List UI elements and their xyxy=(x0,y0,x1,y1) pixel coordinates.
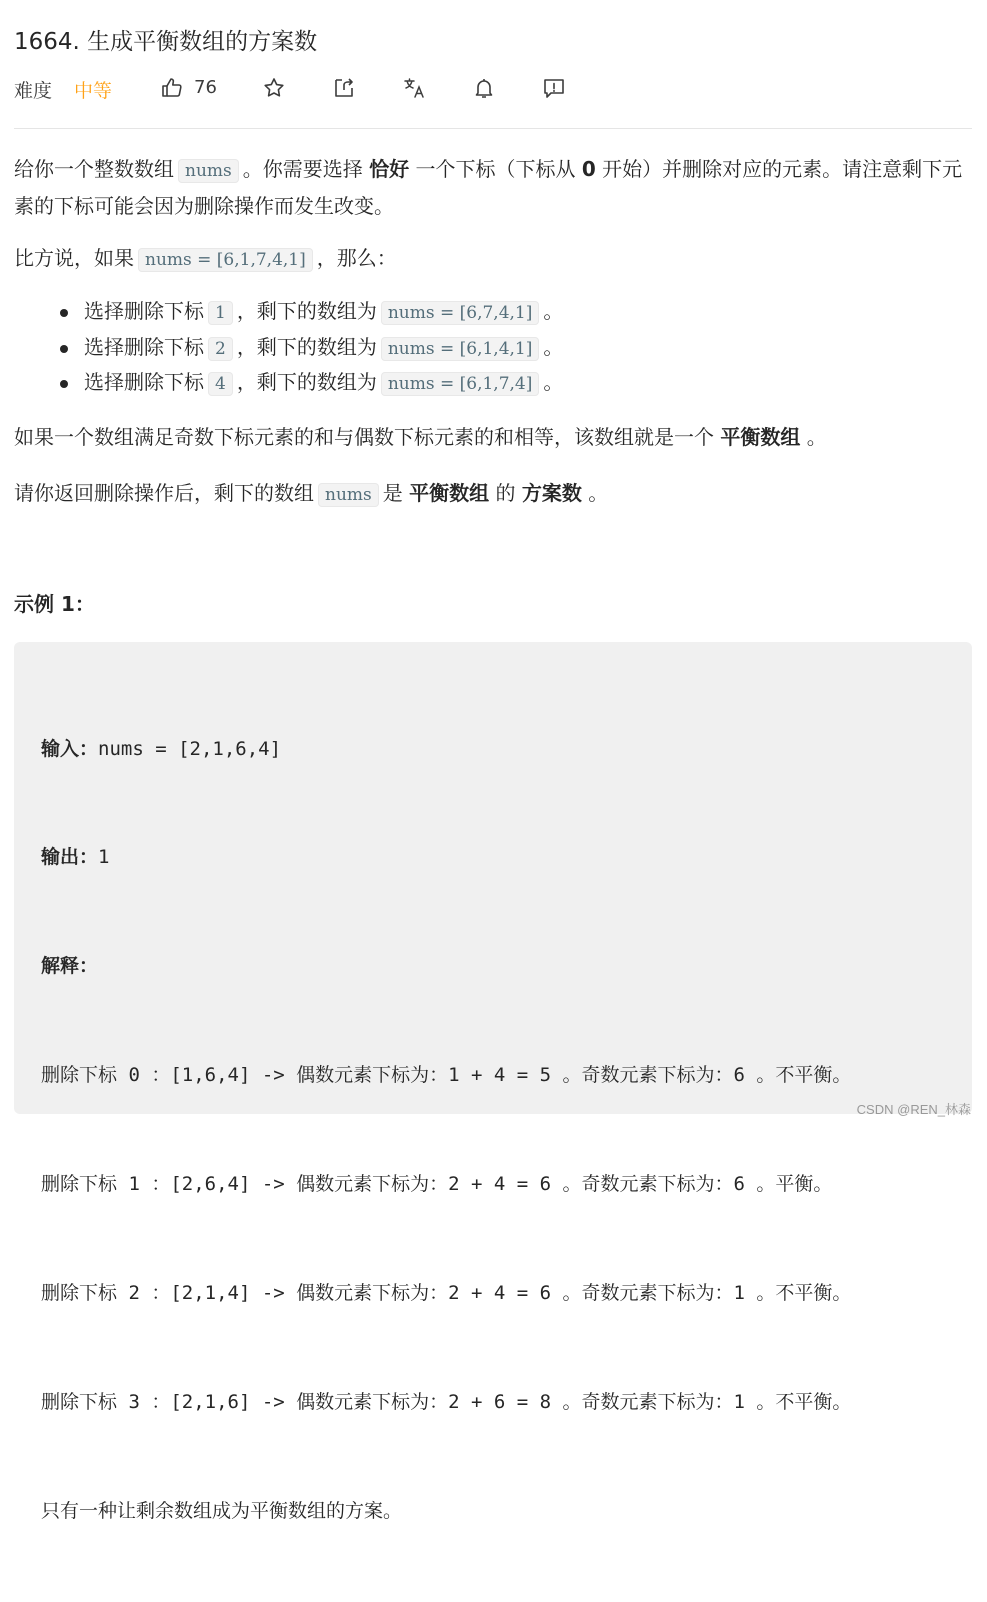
text: 选择删除下标 xyxy=(84,370,204,394)
like-count: 76 xyxy=(194,77,217,98)
explain-summary-line: 只有一种让剩余数组成为平衡数组的方案。 xyxy=(41,1499,403,1522)
text: 比方说，如果 xyxy=(14,246,134,270)
example-bullet-list xyxy=(14,295,563,402)
bold-text: 平衡数组 xyxy=(409,481,490,505)
explain-detail-line: 删除下标 3 ：[2,1,6] -> 偶数元素下标为：2 + 6 = 8 。奇数元素下标为：1 。不平衡。 xyxy=(41,1390,852,1413)
description-paragraph-3 xyxy=(14,420,972,455)
bold-text: 0 xyxy=(581,157,596,181)
description-paragraph-1 xyxy=(14,152,972,224)
share-icon[interactable] xyxy=(332,76,356,100)
inline-code: 4 xyxy=(208,372,233,396)
text: 选择删除下标 xyxy=(84,299,204,323)
translate-icon[interactable] xyxy=(402,76,426,100)
text: 的 xyxy=(495,481,516,505)
text: ，剩下的数组为 xyxy=(236,334,377,359)
text: 开始）并删除对应的元素。请注意剩下元素的下标可能会因为删除操作而发生改变。 xyxy=(14,157,963,218)
input-value: nums = [2,1,6,4] xyxy=(98,737,282,760)
header-divider xyxy=(14,128,972,129)
text: 给你一个整数数组 xyxy=(14,157,174,181)
thumbs-up-icon[interactable] xyxy=(160,76,184,100)
feedback-icon[interactable] xyxy=(542,76,566,100)
text: 。 xyxy=(543,334,564,359)
text: 。你需要选择 xyxy=(242,157,363,181)
output-value: 1 xyxy=(98,846,110,869)
explain-detail-line: 删除下标 0 ：[1,6,4] -> 偶数元素下标为：1 + 4 = 5 。奇数元素下标为：6 。不平衡。 xyxy=(41,1064,852,1087)
text: 如果一个数组满足奇数下标元素的和与偶数下标元素的和相等，该数组就是一个 xyxy=(14,425,714,449)
output-line xyxy=(41,839,951,875)
description-paragraph-4 xyxy=(14,476,972,513)
inline-code: nums = [6,1,7,4] xyxy=(381,372,540,396)
text: ，剩下的数组为 xyxy=(236,299,377,323)
bold-text: 平衡数组 xyxy=(720,425,801,449)
star-icon[interactable] xyxy=(262,76,286,100)
example-heading: 示例 1： xyxy=(14,592,95,616)
text: ，剩下的数组为 xyxy=(236,370,377,394)
example-content xyxy=(41,658,951,1602)
example-code-block xyxy=(14,642,972,1522)
bell-icon[interactable] xyxy=(472,76,496,100)
problem-title: 1664. 生成平衡数组的方案数 xyxy=(14,29,318,55)
description-paragraph-2 xyxy=(14,241,972,278)
text: 。 xyxy=(806,425,827,449)
problem-meta-bar xyxy=(14,72,972,106)
inline-code: nums xyxy=(178,159,239,183)
list-item xyxy=(14,295,563,331)
input-line xyxy=(41,731,951,767)
text: 一个下标（下标从 xyxy=(415,157,576,181)
inline-code: nums xyxy=(318,483,379,507)
bold-text: 方案数 xyxy=(521,481,582,505)
watermark: CSDN @REN_林森 xyxy=(856,1102,971,1117)
text: 。 xyxy=(588,481,609,505)
inline-code: nums = [6,1,7,4,1] xyxy=(138,248,313,272)
bold-text: 恰好 xyxy=(369,157,410,181)
list-item xyxy=(14,331,563,367)
difficulty-label: 难度 xyxy=(14,80,53,102)
explain-label: 解释： xyxy=(41,955,99,978)
inline-code: nums = [6,1,4,1] xyxy=(381,337,540,361)
difficulty-value: 中等 xyxy=(74,80,113,102)
list-item xyxy=(14,366,563,402)
inline-code: 2 xyxy=(208,337,233,361)
input-label: 输入： xyxy=(41,737,99,760)
inline-code: nums = [6,7,4,1] xyxy=(381,301,540,325)
text: 。 xyxy=(543,299,564,323)
text: 是 xyxy=(382,481,403,505)
text: 请你返回删除操作后，剩下的数组 xyxy=(14,481,314,505)
text: 。 xyxy=(543,370,564,394)
inline-code: 1 xyxy=(208,301,233,325)
output-label: 输出： xyxy=(41,846,99,869)
text: ，那么： xyxy=(316,246,397,270)
explain-detail-line: 删除下标 2 ：[2,1,4] -> 偶数元素下标为：2 + 4 = 6 。奇数元素下标为：1 。不平衡。 xyxy=(41,1282,852,1305)
explain-line xyxy=(41,948,951,984)
text: 选择删除下标 xyxy=(84,334,204,359)
explain-detail-line: 删除下标 1 ：[2,6,4] -> 偶数元素下标为：2 + 4 = 6 。奇数元素下标为：6 。平衡。 xyxy=(41,1173,833,1196)
